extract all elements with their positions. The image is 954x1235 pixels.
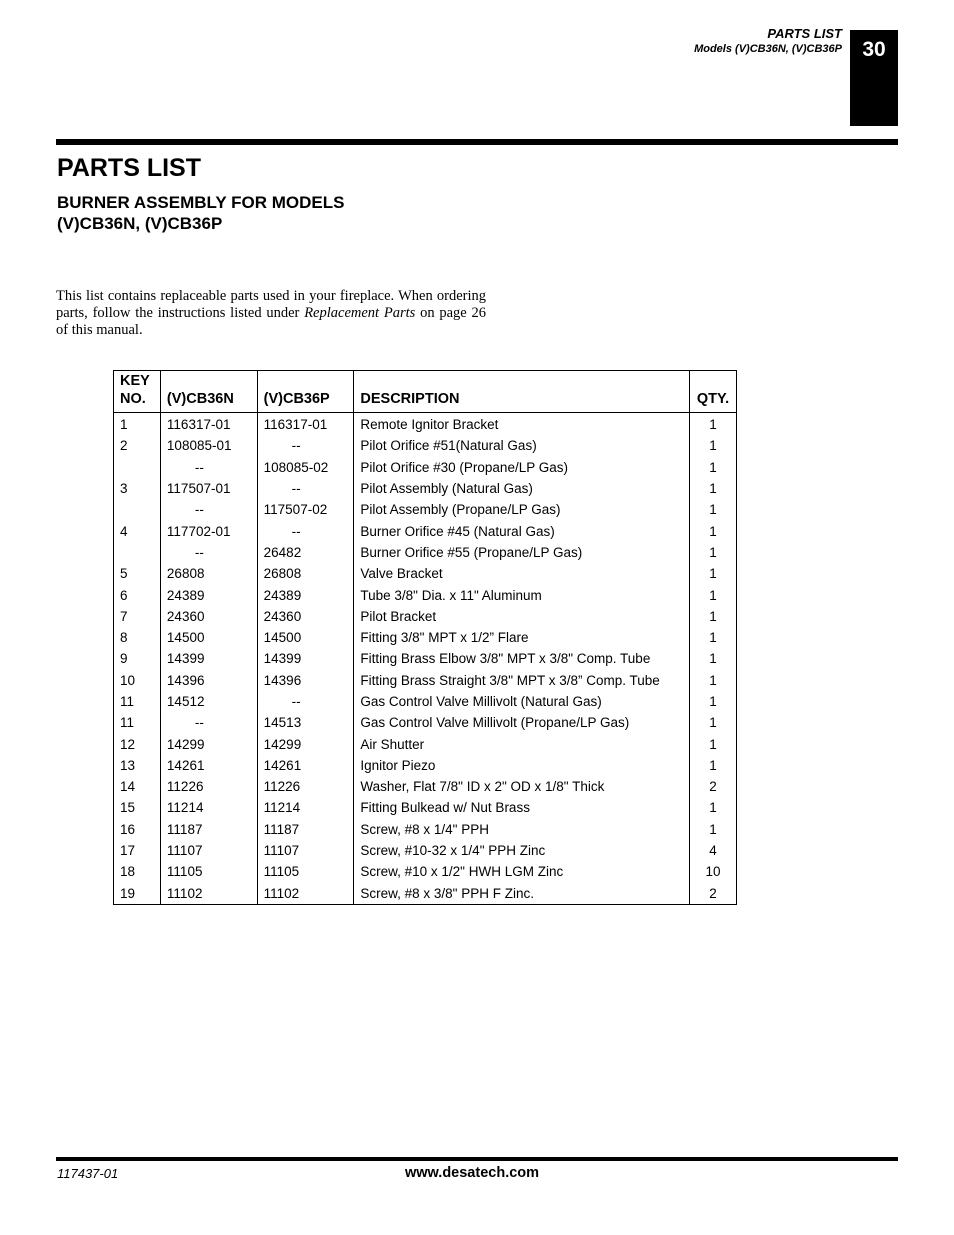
description-cell: Screw, #8 x 1/4" PPH bbox=[354, 819, 690, 840]
table-row bbox=[114, 606, 737, 627]
section-title-line1: BURNER ASSEMBLY FOR MODELS bbox=[57, 193, 345, 212]
section-title bbox=[57, 192, 344, 234]
model-p-part-cell: 11107 bbox=[257, 840, 354, 861]
key-cell bbox=[114, 457, 161, 478]
model-p-part-cell: -- bbox=[257, 478, 354, 499]
qty-cell: 1 bbox=[690, 584, 737, 605]
model-p-part-cell: 24389 bbox=[257, 584, 354, 605]
model-n-part-cell: 11107 bbox=[160, 840, 257, 861]
key-cell: 8 bbox=[120, 630, 128, 646]
description-cell: Gas Control Valve Millivolt (Propane/LP Gas) bbox=[354, 712, 690, 733]
key-cell: 17 bbox=[120, 843, 136, 859]
description-cell: Air Shutter bbox=[354, 733, 690, 754]
table-row bbox=[114, 670, 737, 691]
model-n-part-cell: -- bbox=[160, 712, 257, 733]
header-qty: QTY. bbox=[690, 371, 737, 413]
model-p-part-cell: 26482 bbox=[257, 542, 354, 563]
model-p-part-cell: 14500 bbox=[257, 627, 354, 648]
model-p-part-cell: 11226 bbox=[257, 776, 354, 797]
table-row bbox=[114, 733, 737, 754]
model-n-part-cell: 14299 bbox=[160, 733, 257, 754]
model-n-part-cell: 11214 bbox=[160, 797, 257, 818]
description-cell: Washer, Flat 7/8" ID x 2" OD x 1/8" Thick bbox=[354, 776, 690, 797]
description-cell: Burner Orifice #45 (Natural Gas) bbox=[354, 520, 690, 541]
model-n-part-cell: 11226 bbox=[160, 776, 257, 797]
description-cell: Gas Control Valve Millivolt (Natural Gas) bbox=[354, 691, 690, 712]
model-p-part-cell: 14396 bbox=[257, 670, 354, 691]
model-p-part-cell: 14399 bbox=[257, 648, 354, 669]
qty-cell: 4 bbox=[690, 840, 737, 861]
header-description: DESCRIPTION bbox=[354, 371, 690, 413]
intro-paragraph bbox=[56, 288, 486, 339]
table-row bbox=[114, 883, 737, 905]
model-p-part-cell: 108085-02 bbox=[257, 457, 354, 478]
model-p-part-cell: 14513 bbox=[257, 712, 354, 733]
model-n-part-cell: 11105 bbox=[160, 861, 257, 882]
qty-cell: 1 bbox=[690, 648, 737, 669]
qty-cell: 1 bbox=[690, 499, 737, 520]
qty-cell: 1 bbox=[690, 819, 737, 840]
header-key-line2: NO. bbox=[120, 391, 146, 407]
key-cell: 13 bbox=[120, 757, 136, 773]
table-row bbox=[114, 840, 737, 861]
model-n-part-cell: 117702-01 bbox=[160, 520, 257, 541]
page-number-tab: 30 bbox=[850, 30, 898, 126]
model-n-part-cell: 14396 bbox=[160, 670, 257, 691]
description-cell: Pilot Assembly (Propane/LP Gas) bbox=[354, 499, 690, 520]
description-cell: Fitting Bulkead w/ Nut Brass bbox=[354, 797, 690, 818]
model-n-part-cell: -- bbox=[160, 457, 257, 478]
qty-cell: 2 bbox=[690, 776, 737, 797]
qty-cell: 1 bbox=[690, 413, 737, 436]
qty-cell: 1 bbox=[690, 520, 737, 541]
description-cell: Remote Ignitor Bracket bbox=[354, 413, 690, 436]
key-cell: 10 bbox=[120, 672, 136, 688]
description-cell: Ignitor Piezo bbox=[354, 755, 690, 776]
model-p-part-cell: 14299 bbox=[257, 733, 354, 754]
table-row bbox=[114, 584, 737, 605]
running-header-title: PARTS LIST bbox=[767, 26, 842, 41]
model-n-part-cell: 24360 bbox=[160, 606, 257, 627]
description-cell: Screw, #8 x 3/8" PPH F Zinc. bbox=[354, 883, 690, 905]
description-cell: Valve Bracket bbox=[354, 563, 690, 584]
model-n-part-cell: 116317-01 bbox=[160, 413, 257, 436]
qty-cell: 1 bbox=[690, 712, 737, 733]
qty-cell: 10 bbox=[690, 861, 737, 882]
model-n-part-cell: 11187 bbox=[160, 819, 257, 840]
table-header-row bbox=[114, 371, 737, 413]
model-n-part-cell: 117507-01 bbox=[160, 478, 257, 499]
model-n-part-cell: 11102 bbox=[160, 883, 257, 905]
table-row bbox=[114, 520, 737, 541]
key-cell: 14 bbox=[120, 779, 136, 795]
key-cell bbox=[114, 542, 161, 563]
model-p-part-cell: 11105 bbox=[257, 861, 354, 882]
bottom-divider bbox=[56, 1157, 898, 1161]
key-cell: 2 bbox=[120, 438, 128, 454]
table-row bbox=[114, 413, 737, 436]
intro-text-before: This list contains replaceable parts used in your fireplace. When ordering parts, follow the instructions listed under bbox=[56, 288, 486, 321]
table-row bbox=[114, 499, 737, 520]
key-cell: 4 bbox=[120, 523, 128, 539]
key-cell: 12 bbox=[120, 736, 136, 752]
qty-cell: 1 bbox=[690, 797, 737, 818]
description-cell: Pilot Orifice #51(Natural Gas) bbox=[354, 435, 690, 456]
table-row bbox=[114, 712, 737, 733]
qty-cell: 1 bbox=[690, 691, 737, 712]
description-cell: Pilot Assembly (Natural Gas) bbox=[354, 478, 690, 499]
key-cell: 15 bbox=[120, 800, 136, 816]
section-title-line2: (V)CB36N, (V)CB36P bbox=[57, 214, 223, 233]
table-row bbox=[114, 648, 737, 669]
header-model-n: (V)CB36N bbox=[160, 371, 257, 413]
table-row bbox=[114, 755, 737, 776]
description-cell: Screw, #10 x 1/2" HWH LGM Zinc bbox=[354, 861, 690, 882]
parts-table-body bbox=[114, 413, 737, 905]
header-model-p: (V)CB36P bbox=[257, 371, 354, 413]
model-n-part-cell: -- bbox=[160, 499, 257, 520]
key-cell: 5 bbox=[120, 566, 128, 582]
model-p-part-cell: -- bbox=[257, 691, 354, 712]
qty-cell: 2 bbox=[690, 883, 737, 905]
table-row bbox=[114, 435, 737, 456]
header-key-line1: KEY bbox=[120, 373, 150, 389]
model-n-part-cell: 108085-01 bbox=[160, 435, 257, 456]
key-cell: 1 bbox=[120, 417, 128, 433]
model-n-part-cell: -- bbox=[160, 542, 257, 563]
key-cell: 11 bbox=[120, 715, 135, 731]
table-row bbox=[114, 691, 737, 712]
qty-cell: 1 bbox=[690, 542, 737, 563]
qty-cell: 1 bbox=[690, 563, 737, 584]
key-cell: 16 bbox=[120, 821, 136, 837]
model-p-part-cell: -- bbox=[257, 520, 354, 541]
document-code: 117437-01 bbox=[57, 1166, 119, 1181]
key-cell: 19 bbox=[120, 885, 136, 901]
qty-cell: 1 bbox=[690, 435, 737, 456]
model-p-part-cell: 11187 bbox=[257, 819, 354, 840]
description-cell: Tube 3/8" Dia. x 11" Aluminum bbox=[354, 584, 690, 605]
description-cell: Pilot Bracket bbox=[354, 606, 690, 627]
table-row bbox=[114, 819, 737, 840]
model-n-part-cell: 14261 bbox=[160, 755, 257, 776]
qty-cell: 1 bbox=[690, 733, 737, 754]
description-cell: Fitting Brass Elbow 3/8" MPT x 3/8" Comp. Tube bbox=[354, 648, 690, 669]
qty-cell: 1 bbox=[690, 670, 737, 691]
key-cell: 9 bbox=[120, 651, 128, 667]
page-title: PARTS LIST bbox=[57, 154, 201, 182]
table-row bbox=[114, 776, 737, 797]
model-p-part-cell: -- bbox=[257, 435, 354, 456]
description-cell: Fitting 3/8" MPT x 1/2” Flare bbox=[354, 627, 690, 648]
model-p-part-cell: 11102 bbox=[257, 883, 354, 905]
model-p-part-cell: 117507-02 bbox=[257, 499, 354, 520]
table-row bbox=[114, 627, 737, 648]
qty-cell: 1 bbox=[690, 755, 737, 776]
key-cell: 7 bbox=[120, 608, 128, 624]
key-cell: 18 bbox=[120, 864, 136, 880]
description-cell: Fitting Brass Straight 3/8" MPT x 3/8” Comp. Tube bbox=[354, 670, 690, 691]
qty-cell: 1 bbox=[690, 457, 737, 478]
parts-table bbox=[113, 370, 737, 905]
model-n-part-cell: 14512 bbox=[160, 691, 257, 712]
website-url: www.desatech.com bbox=[405, 1165, 540, 1181]
qty-cell: 1 bbox=[690, 606, 737, 627]
key-cell bbox=[114, 499, 161, 520]
table-row bbox=[114, 478, 737, 499]
table-row bbox=[114, 563, 737, 584]
description-cell: Pilot Orifice #30 (Propane/LP Gas) bbox=[354, 457, 690, 478]
qty-cell: 1 bbox=[690, 478, 737, 499]
model-p-part-cell: 26808 bbox=[257, 563, 354, 584]
running-header-models: Models (V)CB36N, (V)CB36P bbox=[694, 43, 842, 55]
model-p-part-cell: 116317-01 bbox=[257, 413, 354, 436]
header-key-no bbox=[114, 371, 161, 413]
table-row bbox=[114, 797, 737, 818]
model-n-part-cell: 14399 bbox=[160, 648, 257, 669]
qty-cell: 1 bbox=[690, 627, 737, 648]
table-row bbox=[114, 542, 737, 563]
model-p-part-cell: 11214 bbox=[257, 797, 354, 818]
table-row bbox=[114, 457, 737, 478]
key-cell: 3 bbox=[120, 481, 128, 497]
running-header bbox=[694, 26, 842, 56]
model-p-part-cell: 14261 bbox=[257, 755, 354, 776]
model-n-part-cell: 14500 bbox=[160, 627, 257, 648]
intro-text-emphasis: Replacement Parts bbox=[304, 305, 416, 321]
model-n-part-cell: 24389 bbox=[160, 584, 257, 605]
description-cell: Screw, #10-32 x 1/4" PPH Zinc bbox=[354, 840, 690, 861]
model-p-part-cell: 24360 bbox=[257, 606, 354, 627]
model-n-part-cell: 26808 bbox=[160, 563, 257, 584]
key-cell: 11 bbox=[120, 694, 135, 709]
table-row bbox=[114, 861, 737, 882]
top-divider bbox=[56, 139, 898, 145]
description-cell: Burner Orifice #55 (Propane/LP Gas) bbox=[354, 542, 690, 563]
key-cell: 6 bbox=[120, 587, 128, 603]
intro-text-after: on page 26 of this manual. bbox=[56, 305, 487, 338]
